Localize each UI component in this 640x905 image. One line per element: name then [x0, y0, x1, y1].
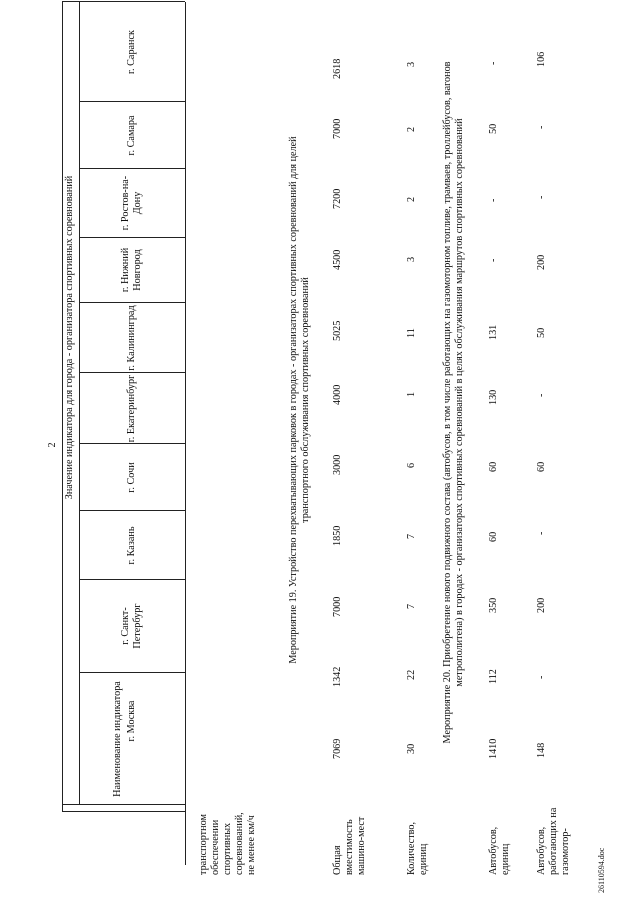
- event19-row2-moscow: 30: [406, 743, 417, 754]
- col-divider-1: [79, 672, 185, 673]
- event20-row1-rostov: -: [488, 258, 499, 262]
- event20-row1-kazan: 350: [488, 597, 499, 613]
- event19-row1-moscow: 7069: [332, 738, 343, 759]
- event19-row1-sochi: 1850: [332, 525, 343, 546]
- event20-row2-nizhny: 50: [536, 327, 547, 338]
- event19-row1-ekaterinburg: 3000: [332, 454, 343, 475]
- header-bottom-border: [185, 2, 186, 865]
- event20-row2-saransk: -: [536, 125, 547, 129]
- event19-row2-saransk: 2: [406, 126, 417, 132]
- event19-row1-kazan: 7000: [332, 596, 343, 617]
- event20-row2-spb: -: [536, 675, 547, 679]
- event19-row2-kaliningrad: 1: [406, 391, 417, 397]
- event20-row2-moscow: 148: [536, 742, 547, 758]
- page-number: 2: [47, 442, 58, 448]
- event20-row2-kaliningrad: -: [536, 393, 547, 397]
- event20-row1-sochi: 60: [488, 531, 499, 542]
- event19-row1-kaliningrad: 4000: [332, 384, 343, 405]
- event19-row2-ekaterinburg: 6: [406, 462, 417, 468]
- indicator-name-header: Наименование индикатора: [112, 681, 123, 797]
- event20-row1-kaliningrad: 130: [488, 389, 499, 405]
- col-divider-7: [79, 237, 185, 238]
- city-header-nizhny: г. Нижний Новгород: [120, 247, 143, 293]
- event20-row2-kazan: 200: [536, 597, 547, 613]
- city-header-moscow: г. Москва: [126, 700, 137, 742]
- table-left-border: [62, 811, 185, 812]
- event19-row2-rostov: 3: [406, 256, 417, 262]
- event20-row2-volgograd: 106: [536, 51, 547, 67]
- col-divider-10: [62, 1, 185, 2]
- event20-row1-spb: 112: [488, 669, 499, 684]
- event19-row2-volgograd: 3: [406, 61, 417, 67]
- event19-row2-sochi: 7: [406, 533, 417, 539]
- city-header-sochi: г. Сочи: [126, 462, 137, 493]
- event20-row2-rostov: 200: [536, 254, 547, 270]
- value-group-header: Значение индикатора для города - организатора спортивных соревнований: [64, 175, 75, 500]
- city-header-ekaterinburg: г. Екатеринбург: [126, 374, 137, 443]
- header-group-divider: [79, 2, 80, 805]
- city-header-kazan: г. Казань: [126, 526, 137, 565]
- event20-row2-sochi: -: [536, 531, 547, 535]
- event20-row1-ekaterinburg: 60: [488, 461, 499, 472]
- event19-row1-label: Общая вместимость машино-мест: [332, 816, 367, 875]
- continued-indicator-text: транспортном обеспечении спортивных соревнований, не менее км/ч: [198, 812, 257, 875]
- city-header-spb: г. Санкт-Петербург: [120, 603, 143, 649]
- event20-row1-volgograd: -: [488, 61, 499, 65]
- city-header-samara: г. Самара: [126, 115, 137, 156]
- footer-file-name: 26110594.doc: [597, 847, 606, 893]
- event20-row1-nizhny: 131: [488, 324, 499, 340]
- event19-row1-samara: 7200: [332, 188, 343, 209]
- event19-row2-samara: 2: [406, 196, 417, 202]
- event19-row2-kazan: 7: [406, 603, 417, 609]
- event20-row2-samara: -: [536, 195, 547, 199]
- city-header-saransk: г. Саранск: [126, 30, 137, 74]
- event20-row1-saransk: 50: [488, 123, 499, 134]
- event19-row2-label: Количество, единиц: [406, 821, 429, 875]
- event19-title: Мероприятие 19. Устройство перехватывающих парковок в городах - организаторах спортивных соревнований для целей транспортного обслуживания спортивных соревнований: [288, 136, 311, 664]
- event19-row1-spb: 1342: [332, 666, 343, 687]
- event19-row1-volgograd: 2618: [332, 58, 343, 79]
- event19-row2-nizhny: 11: [406, 328, 417, 338]
- event19-row1-nizhny: 5025: [332, 320, 343, 341]
- city-header-rostov: г. Ростов-на-Дону: [120, 175, 143, 231]
- event20-row2-label: Автобусов, работающих на газомотор-: [536, 807, 571, 875]
- event20-row1-moscow: 1410: [488, 738, 499, 759]
- event20-row1-label: Автобусов, единиц: [488, 826, 511, 875]
- table-top-border: [62, 2, 63, 812]
- event20-title: Мероприятие 20. Приобретение нового подвижного состава (автобусов, в том числе работающих на газомоторном топливе, трамваев, троллейбусов, вагонов метрополитена) в городах - организаторах спортивных соревнований в целях обслуживания маршрутов спортивных соревнований: [442, 61, 465, 744]
- event20-row1-samara: -: [488, 198, 499, 202]
- col-divider-0: [62, 804, 185, 805]
- city-header-kaliningrad: г. Калининград: [126, 305, 137, 371]
- event19-row1-rostov: 4500: [332, 249, 343, 270]
- event19-row2-spb: 22: [406, 669, 417, 680]
- event19-row1-saransk: 7000: [332, 118, 343, 139]
- event20-row2-ekaterinburg: 60: [536, 461, 547, 472]
